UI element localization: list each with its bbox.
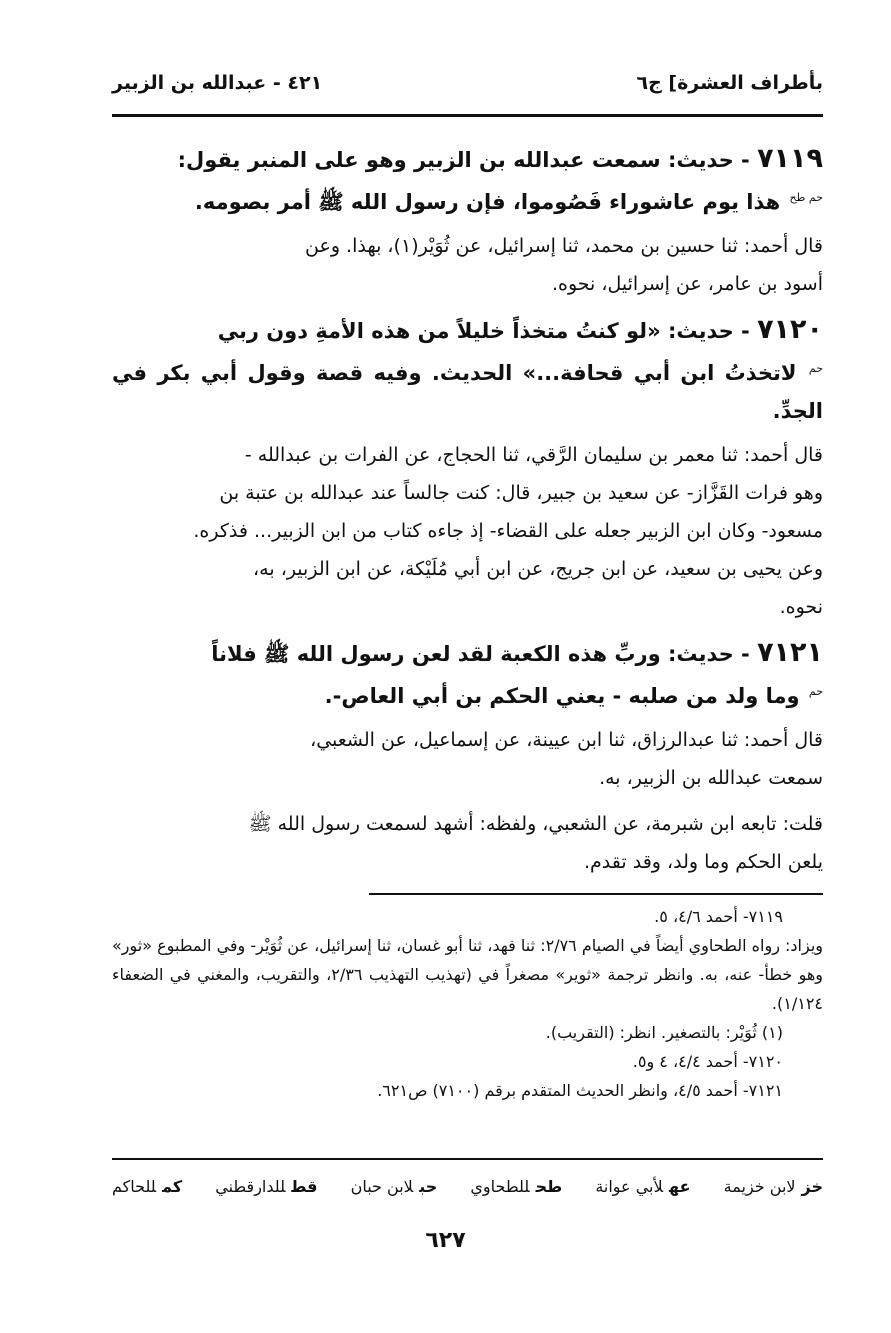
- chain-line: قلت: تابعه ابن شبرمة، عن الشعبي، ولفظه: أشهد لسمعت رسول الله ﷺ: [248, 813, 823, 835]
- abbreviation-item: [112, 1177, 182, 1196]
- abbreviation-item: [724, 1177, 823, 1196]
- footnote: ٧١٢١- أحمد ٤/٥، وانظر الحديث المتقدم برقم (٧١٠٠) ص٦٢١.: [377, 1081, 783, 1100]
- footnotes: [112, 902, 823, 1105]
- abbreviation-code: خز: [801, 1176, 823, 1196]
- abbreviation-rule: [112, 1158, 823, 1160]
- abbreviation-code: كم: [162, 1176, 183, 1196]
- footnote: (١) ثُوَيْر: بالتصغير. انظر: (التقريب).: [545, 1023, 783, 1042]
- footnote-rule: [369, 893, 823, 895]
- hadith-text: ٧١٢٠ - حديث: «لو كنتُ متخذاً خليلاً من هذه الأمةِ دون ربي $^{حم}$ لاتخذتُ ابن أبي قحافة...» الحديث. وفيه قصة وقول أبي بكر في الجدِّ.: [112, 314, 824, 423]
- abbreviation-item: [470, 1177, 562, 1196]
- hadith-entry: [112, 634, 823, 881]
- chain-line: قال أحمد: ثنا حسين بن محمد، ثنا إسرائيل، عن ثُوَيْر(١)، بهذا. وعن: [305, 235, 823, 257]
- chain-line: سمعت عبدالله بن الزبير، به.: [599, 767, 823, 789]
- chain-line: يلعن الحكم وما ولد، وقد تقدم.: [584, 851, 823, 873]
- abbreviation-name: للدارقطني: [215, 1176, 286, 1196]
- abbreviation-item: [595, 1177, 690, 1196]
- abbreviation-code: حب: [419, 1176, 438, 1196]
- abbreviation-name: للحاكم: [112, 1176, 157, 1196]
- abbreviation-name: لابن خزيمة: [723, 1176, 796, 1196]
- hadith-line: حديث: سمعت عبدالله بن الزبير وهو على المنبر يقول:: [177, 148, 734, 172]
- main-text: [112, 140, 823, 889]
- chain-line: مسعود- وكان ابن الزبير جعله على القضاء- إذ جاءه كتاب من ابن الزبير... فذكره.: [193, 520, 823, 542]
- hadith-number: ٧١١٩: [757, 143, 823, 174]
- isnad-chain: [112, 436, 823, 626]
- abbreviation-code: طح: [535, 1176, 563, 1196]
- source-marks: حم: [808, 362, 824, 375]
- abbreviation-name: لأبي عوانة: [595, 1176, 664, 1196]
- hadith-text: ٧١٢١ - حديث: وربِّ هذه الكعبة لقد لعن رسول الله ﷺ فلاناً $^{حم}$ وما ولد من صلبه - يعني الحكم بن أبي العاص-.: [211, 637, 823, 708]
- footnote: ويزاد: رواه الطحاوي أيضاً في الصيام ٢/٧٦: ثنا فهد، ثنا أبو غسان، ثنا إسرائيل، عن ثُوَيْر- وفي المطبوع «ثور» وهو خطأ- عنه، به. وانظر ترجمة «ثوير» مصغراً في (تهذيب التهذيب ٢/٣٦، والتقريب، والمغني في الضعفاء ١/١٢٤).: [112, 936, 824, 1013]
- hadith-line: حديث: «لو كنتُ متخذاً خليلاً من هذه الأمةِ دون ربي: [217, 319, 734, 343]
- hadith-line: حديث: وربِّ هذه الكعبة لقد لعن رسول الله ﷺ فلاناً: [211, 642, 734, 666]
- hadith-line: وما ولد من صلبه - يعني الحكم بن أبي العاص-.: [324, 684, 800, 708]
- editor-note: [112, 805, 823, 881]
- abbreviation-name: لابن حبان: [350, 1176, 414, 1196]
- source-marks: حم: [808, 685, 823, 698]
- hadith-line: لاتخذتُ ابن أبي قحافة...» الحديث. وفيه قصة وقول أبي بكر في الجدِّ.: [112, 361, 823, 423]
- abbreviation-code: عه: [669, 1176, 691, 1196]
- chain-line: وهو فرات القَزَّاز- عن سعيد بن جبير، قال: كنت جالساً عند عبدالله بن عتبة بن: [219, 482, 823, 504]
- abbreviation-key: [112, 1170, 823, 1202]
- abbreviation-item: [351, 1177, 438, 1196]
- abbreviation-name: للطحاوي: [470, 1176, 530, 1196]
- abbreviation-code: قط: [291, 1176, 318, 1196]
- chain-line: وعن يحيى بن سعيد، عن ابن جريج، عن ابن أبي مُلَيْكة، عن ابن الزبير، به،: [253, 558, 823, 580]
- hadith-text: ٧١١٩ - حديث: سمعت عبدالله بن الزبير وهو على المنبر يقول: $^{حم طح}$ هذا يوم عاشوراء فَصُوموا، فإن رسول الله ﷺ أمر بصومه.: [177, 143, 823, 214]
- footnote: ٧١١٩- أحمد ٤/٦، ٥.: [654, 907, 783, 926]
- section-title: ٤٢١ - عبدالله بن الزبير: [112, 72, 323, 94]
- hadith-number: ٧١٢٠: [757, 314, 823, 345]
- chain-line: قال أحمد: ثنا عبدالرزاق، ثنا ابن عيينة، عن إسماعيل، عن الشعبي،: [310, 729, 823, 751]
- abbreviation-item: [215, 1177, 317, 1196]
- running-header: [112, 66, 823, 100]
- hadith-entry: [112, 140, 823, 303]
- isnad-chain: [112, 227, 823, 303]
- header-rule: [112, 114, 823, 117]
- hadith-number: ٧١٢١: [757, 637, 823, 668]
- book-title: بأطراف العشرة] ج٦: [636, 72, 823, 94]
- source-marks: حم طح: [789, 191, 823, 204]
- hadith-entry: [112, 311, 823, 626]
- page-number: ٦٢٧: [425, 1228, 466, 1253]
- hadith-line: هذا يوم عاشوراء فَصُوموا، فإن رسول الله ﷺ أمر بصومه.: [194, 190, 781, 214]
- chain-line: نحوه.: [779, 596, 823, 618]
- footnote: ٧١٢٠- أحمد ٤/٤، ٤ و٥.: [632, 1052, 783, 1071]
- isnad-chain: [112, 721, 823, 797]
- chain-line: أسود بن عامر، عن إسرائيل، نحوه.: [551, 273, 823, 295]
- chain-line: قال أحمد: ثنا معمر بن سليمان الرَّقي، ثنا الحجاج، عن الفرات بن عبدالله -: [244, 444, 823, 466]
